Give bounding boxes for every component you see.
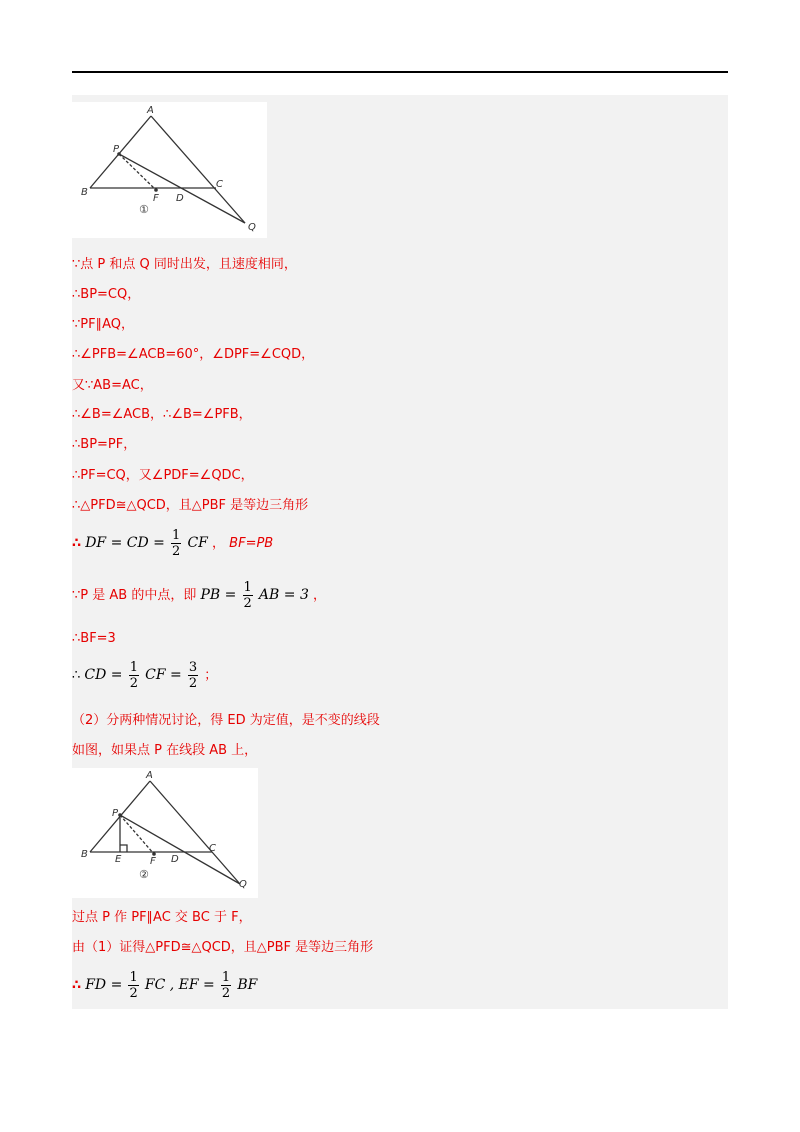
fraction-half xyxy=(171,528,181,559)
math-expression: CD = xyxy=(84,667,123,683)
segment-aq xyxy=(151,116,245,223)
fraction-three-halves xyxy=(188,660,198,691)
point-f xyxy=(154,188,158,192)
fraction-denominator: 2 xyxy=(221,986,231,1001)
line-tail: ； xyxy=(204,668,218,683)
proof-line-14: （2）分两种情况讨论，得 ED 为定值，是不变的线段 xyxy=(72,713,380,728)
math-expression: CF = xyxy=(145,667,182,683)
fraction-denominator: 2 xyxy=(243,596,252,611)
therefore-symbol: ∴ xyxy=(72,668,81,683)
figure-marker: ① xyxy=(139,203,149,216)
segment-pf-dashed xyxy=(119,154,156,190)
proof-line-8: ∴PF=CQ，又∠PDF=∠QDC， xyxy=(72,468,254,483)
point-p xyxy=(118,813,122,817)
label-c: C xyxy=(216,179,223,190)
label-p: P xyxy=(113,144,120,155)
fraction-numerator: 1 xyxy=(243,580,252,595)
label-a: A xyxy=(146,770,153,781)
figure-1 xyxy=(72,102,267,238)
math-expression: DF = CD = xyxy=(85,535,165,551)
proof-line-6: ∴∠B=∠ACB，∴∠B=∠PFB， xyxy=(72,407,252,422)
label-b: B xyxy=(81,849,88,860)
proof-line-15: 如图，如果点 P 在线段 AB 上， xyxy=(72,743,258,758)
fraction-denominator: 2 xyxy=(172,544,181,559)
therefore-symbol: ∴ xyxy=(72,978,82,993)
label-d: D xyxy=(171,854,179,865)
proof-line-13 xyxy=(72,660,217,691)
proof-line-11 xyxy=(72,580,326,611)
separator: ， xyxy=(212,536,226,551)
proof-line-18 xyxy=(72,970,257,1001)
proof-line-16: 过点 P 作 PF∥AC 交 BC 于 F， xyxy=(72,910,252,925)
fraction-denominator: 2 xyxy=(129,676,138,691)
math-expression: FD = xyxy=(85,977,123,993)
fraction-denominator: 2 xyxy=(129,986,138,1001)
fraction-denominator: 2 xyxy=(188,676,198,691)
line-tail: ， xyxy=(313,588,327,603)
label-a: A xyxy=(147,105,154,116)
label-q: Q xyxy=(239,879,247,890)
proof-line-10 xyxy=(72,528,273,559)
label-q: Q xyxy=(248,222,256,233)
proof-line-5: 又∵AB=AC， xyxy=(72,378,153,393)
fraction-half xyxy=(129,660,139,691)
proof-line-1: ∵点 P 和点 Q 同时出发，且速度相同， xyxy=(72,257,297,272)
fraction-numerator: 1 xyxy=(221,970,231,985)
fraction-half xyxy=(221,970,231,1001)
math-expression: CF xyxy=(187,535,208,551)
figure-1-diagram xyxy=(72,102,267,238)
label-f: F xyxy=(153,193,159,204)
segment-pq xyxy=(120,815,240,884)
proof-line-7: ∴BP=PF， xyxy=(72,437,137,452)
label-e: E xyxy=(115,854,122,865)
label-c: C xyxy=(209,843,216,854)
math-expression: BF xyxy=(237,977,258,993)
fraction-numerator: 1 xyxy=(172,528,181,543)
proof-line-3: ∵PF∥AQ， xyxy=(72,317,134,332)
label-d: D xyxy=(176,193,184,204)
fraction-numerator: 1 xyxy=(129,970,138,985)
figure-2 xyxy=(72,768,258,898)
segment-pf-dashed xyxy=(120,815,154,854)
label-b: B xyxy=(81,187,88,198)
label-f: F xyxy=(150,856,156,867)
math-expression: AB = 3 xyxy=(258,587,309,603)
fraction-half xyxy=(128,970,138,1001)
figure-marker: ② xyxy=(139,868,149,881)
line-text: ∵P 是 AB 的中点，即 xyxy=(72,588,197,603)
proof-line-2: ∴BP=CQ， xyxy=(72,287,141,302)
fraction-numerator: 1 xyxy=(129,660,138,675)
math-expression: FC , EF = xyxy=(144,977,215,993)
segment-ab xyxy=(90,116,151,188)
label-p: P xyxy=(112,808,119,819)
proof-line-4: ∴∠PFB=∠ACB=60°，∠DPF=∠CQD， xyxy=(72,347,315,362)
figure-2-diagram xyxy=(72,768,258,898)
equation-tail: BF=PB xyxy=(229,536,274,551)
fraction-half xyxy=(243,580,253,611)
header-rule xyxy=(72,71,728,73)
proof-line-17: 由（1）证得△PFD≅△QCD，且△PBF 是等边三角形 xyxy=(72,940,374,955)
therefore-symbol: ∴ xyxy=(72,536,82,551)
fraction-numerator: 3 xyxy=(188,660,198,675)
segment-aq xyxy=(150,781,240,884)
math-expression: PB = xyxy=(200,587,237,603)
proof-line-12: ∴BF=3 xyxy=(72,631,116,646)
right-angle-mark xyxy=(120,845,127,852)
proof-line-9: ∴△PFD≅△QCD，且△PBF 是等边三角形 xyxy=(72,498,309,513)
